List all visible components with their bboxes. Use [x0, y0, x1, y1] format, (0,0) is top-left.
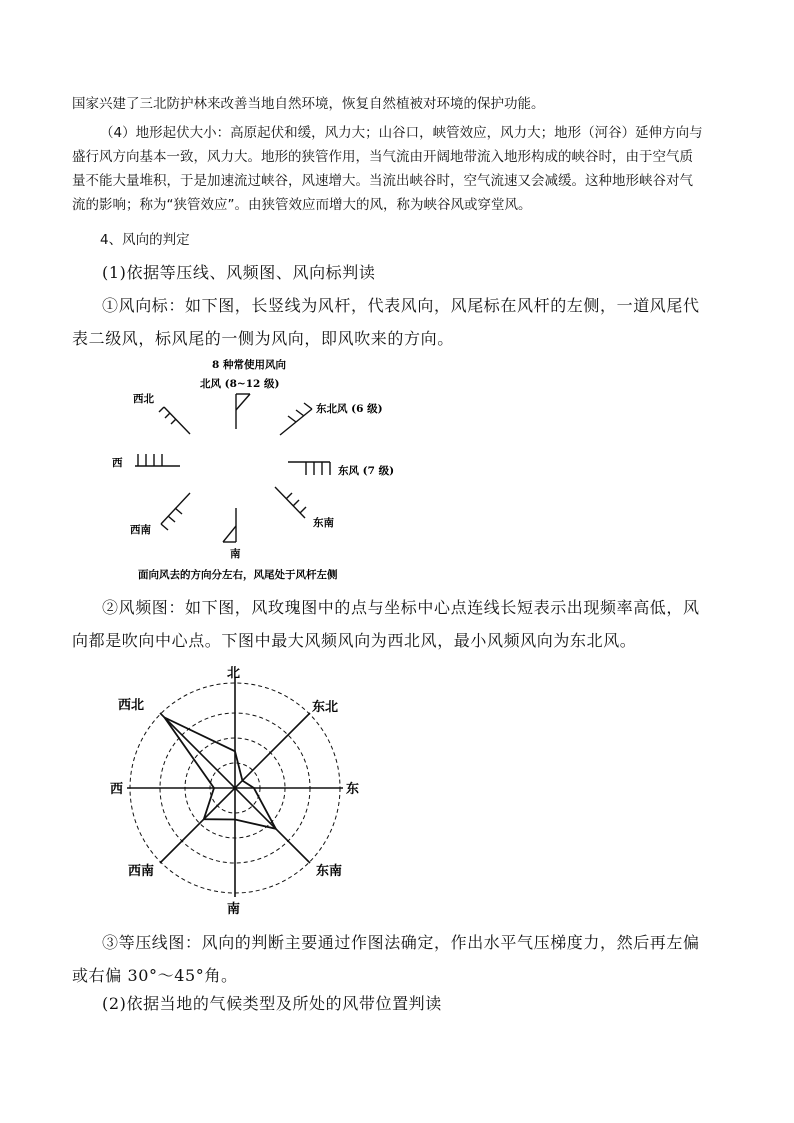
text-line: 量不能大量堆积，于是加速流过峡谷，风速增大。当流出峡谷时，空气流速又会减缓。这种地形峡谷对气 [72, 173, 693, 189]
text-line: 国家兴建了三北防护林来改善当地自然环境，恢复自然植被对环境的保护功能。 [72, 96, 545, 112]
text-line: 表二级风，标风尾的一侧为风向，即风吹来的方向。 [72, 329, 454, 348]
vane-label-southeast: 东南 [313, 517, 334, 529]
rose-label-east: 东 [346, 782, 360, 797]
wind-rose-figure [0, 657, 794, 917]
heading-text: (2)依据当地的气候类型及所处的风带位置判读 [102, 994, 442, 1013]
text-line: （4）地形起伏大小：高原起伏和缓，风力大；山谷口，峡管效应，风力大；地形（河谷）延伸方向与 [100, 125, 703, 141]
wind-vane-figure [0, 350, 794, 590]
rose-label-south: 南 [227, 902, 241, 917]
paragraph-terrain [72, 123, 722, 223]
rose-label-north: 北 [227, 666, 241, 681]
rose-label-northwest: 西北 [118, 698, 145, 713]
vane-caption: 面向风去的方向分左右，风尾处于风杆左侧 [138, 569, 338, 581]
vane-title: 8 种常使用风向 [212, 359, 286, 371]
text-line: ③等压线图：风向的判断主要通过作图法确定，作出水平气压梯度力，然后再左偏 [102, 933, 700, 952]
text-line: 向都是吹向中心点。下图中最大风频风向为西北风，最小风频风向为东北风。 [72, 631, 637, 650]
vane-label-northeast: 东北风 (6 级) [316, 403, 383, 415]
text-line: 盛行风方向基本一致，风力大。地形的狭管作用，当气流由开阔地带流入地形构成的峡谷时，由于空气质 [72, 149, 693, 165]
text-line: ②风频图：如下图，风玫瑰图中的点与坐标中心点连线长短表示出现频率高低，风 [102, 598, 700, 617]
rose-label-west: 西 [110, 782, 124, 797]
text-line: 流的影响；称为“狭管效应”。由狭管效应而增大的风，称为峡谷风或穿堂风。 [72, 197, 532, 213]
heading-text: 4、风向的判定 [100, 232, 190, 248]
text-line: ①风向标：如下图，长竖线为风杆，代表风向，风尾标在风杆的左侧，一道风尾代 [102, 296, 700, 315]
rose-label-northeast: 东北 [312, 700, 339, 715]
vane-label-south: 南 [230, 548, 241, 560]
text-line: 或右偏 30°～45°角。 [72, 966, 238, 985]
rose-label-southeast: 东南 [316, 864, 343, 879]
vane-label-north: 北风 (8~12 级) [200, 378, 280, 390]
heading-text: (1)依据等压线、风频图、风向标判读 [102, 263, 376, 282]
vane-label-east: 东风 (7 级) [338, 465, 395, 477]
vane-label-northwest: 西北 [133, 393, 154, 405]
rose-label-southwest: 西南 [128, 864, 155, 879]
vane-label-west: 西 [112, 457, 123, 469]
vane-label-southwest: 西南 [130, 524, 151, 536]
